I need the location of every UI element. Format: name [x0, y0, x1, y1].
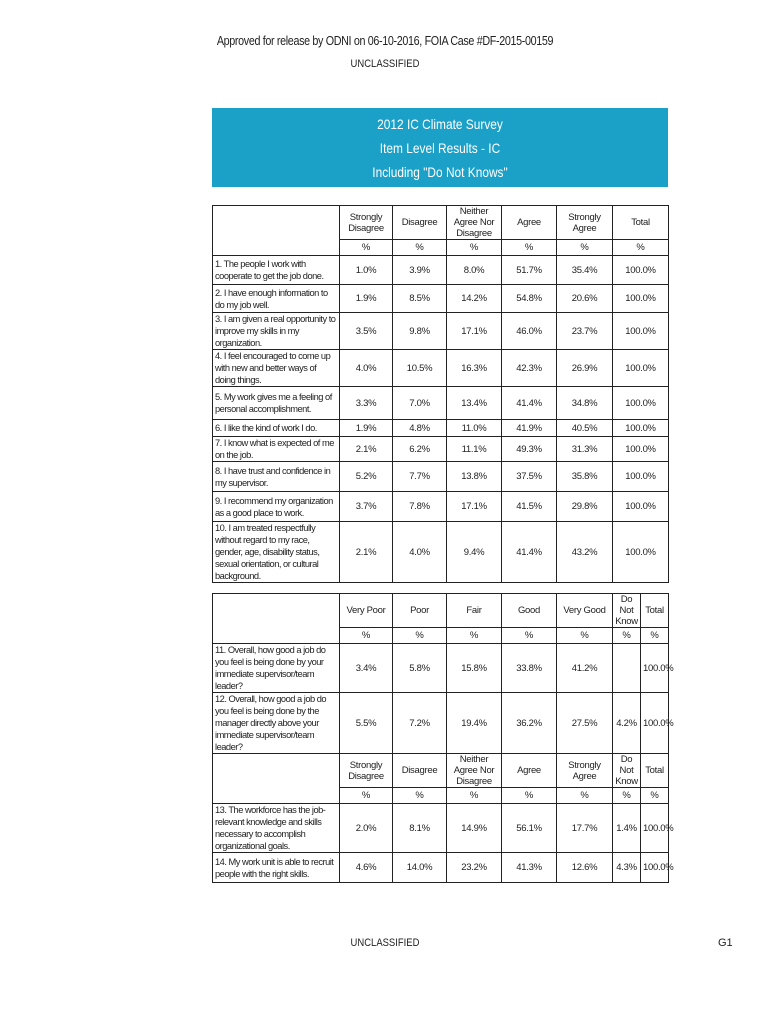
- percentage-cell: 3.7%: [340, 492, 393, 522]
- column-header: Strongly Agree: [557, 754, 613, 788]
- percentage-cell: 34.8%: [557, 387, 613, 420]
- unit-label: %: [447, 788, 502, 804]
- percentage-cell: 3.4%: [340, 644, 393, 693]
- column-header: Do Not Know: [613, 594, 641, 628]
- percentage-cell: 42.3%: [502, 350, 557, 387]
- survey-title-banner: [212, 108, 668, 187]
- column-header: Very Poor: [340, 594, 393, 628]
- agreement-table-3: [212, 753, 674, 883]
- question-text: 11. Overall, how good a job do you feel is being done by your immediate supervisor/team leader?: [213, 644, 340, 693]
- question-text: 1. The people I work with cooperate to get the job done.: [213, 256, 340, 285]
- percentage-cell: 100.0%: [613, 420, 669, 437]
- percentage-cell: 20.6%: [557, 285, 613, 313]
- percentage-cell: 100.0%: [613, 437, 669, 462]
- percentage-cell: 17.1%: [447, 492, 502, 522]
- percentage-cell: 41.2%: [557, 644, 613, 693]
- table-row: [213, 693, 669, 754]
- percentage-cell: 10.5%: [393, 350, 447, 387]
- percentage-cell: 100.0%: [641, 853, 669, 883]
- column-header: Disagree: [393, 754, 447, 788]
- percentage-cell: 3.5%: [340, 313, 393, 350]
- agreement-table-1: [212, 205, 669, 583]
- percentage-cell: 100.0%: [613, 285, 669, 313]
- unit-label: %: [641, 788, 669, 804]
- percentage-cell: 2.1%: [340, 437, 393, 462]
- question-text: 2. I have enough information to do my job well.: [213, 285, 340, 313]
- percentage-cell: 1.4%: [613, 804, 641, 853]
- percentage-cell: 100.0%: [641, 804, 669, 853]
- question-header: [213, 754, 340, 804]
- percentage-cell: 4.0%: [340, 350, 393, 387]
- percentage-cell: 9.4%: [447, 522, 502, 583]
- unit-label: %: [502, 628, 557, 644]
- table-row: [213, 285, 669, 313]
- table-row: [213, 522, 669, 583]
- percentage-cell: 15.8%: [447, 644, 502, 693]
- percentage-cell: 16.3%: [447, 350, 502, 387]
- percentage-cell: 100.0%: [613, 522, 669, 583]
- percentage-cell: 4.8%: [393, 420, 447, 437]
- percentage-cell: 41.3%: [502, 853, 557, 883]
- percentage-cell: 14.0%: [393, 853, 447, 883]
- percentage-cell: 5.8%: [393, 644, 447, 693]
- column-header: Neither Agree Nor Disagree: [447, 206, 502, 240]
- page-number: G1: [718, 937, 733, 949]
- question-text: 5. My work gives me a feeling of personal accomplishment.: [213, 387, 340, 420]
- percentage-cell: 11.0%: [447, 420, 502, 437]
- column-header: Agree: [502, 754, 557, 788]
- unit-label: %: [393, 788, 447, 804]
- unit-label: %: [340, 240, 393, 256]
- percentage-cell: 23.2%: [447, 853, 502, 883]
- percentage-cell: 2.1%: [340, 522, 393, 583]
- percentage-cell: 46.0%: [502, 313, 557, 350]
- question-text: 8. I have trust and confidence in my supervisor.: [213, 462, 340, 492]
- table-row: [213, 437, 669, 462]
- unit-label: %: [502, 240, 557, 256]
- percentage-cell: 36.2%: [502, 693, 557, 754]
- percentage-cell: 29.8%: [557, 492, 613, 522]
- percentage-cell: 54.8%: [502, 285, 557, 313]
- question-text: 7. I know what is expected of me on the job.: [213, 437, 340, 462]
- percentage-cell: 4.2%: [613, 693, 641, 754]
- percentage-cell: 5.2%: [340, 462, 393, 492]
- percentage-cell: 13.8%: [447, 462, 502, 492]
- percentage-cell: 3.9%: [393, 256, 447, 285]
- unit-label: %: [613, 788, 641, 804]
- percentage-cell: 49.3%: [502, 437, 557, 462]
- percentage-cell: 35.4%: [557, 256, 613, 285]
- percentage-cell: 8.5%: [393, 285, 447, 313]
- question-text: 10. I am treated respectfully without regard to my race, gender, age, disability status, sexual orientation, or cultural background.: [213, 522, 340, 583]
- banner-title: 2012 IC Climate Survey: [377, 116, 503, 132]
- percentage-cell: 41.5%: [502, 492, 557, 522]
- percentage-cell: 7.8%: [393, 492, 447, 522]
- question-text: 9. I recommend my organization as a good place to work.: [213, 492, 340, 522]
- unit-label: %: [393, 240, 447, 256]
- classification-marking-top: UNCLASSIFIED: [350, 58, 420, 70]
- percentage-cell: 7.0%: [393, 387, 447, 420]
- question-text: 13. The workforce has the job-relevant knowledge and skills necessary to accomplish organizational goals.: [213, 804, 340, 853]
- percentage-cell: 41.4%: [502, 387, 557, 420]
- table-row: [213, 350, 669, 387]
- unit-label: %: [613, 240, 669, 256]
- question-text: 14. My work unit is able to recruit people with the right skills.: [213, 853, 340, 883]
- percentage-cell: 2.0%: [340, 804, 393, 853]
- table-row: [213, 387, 669, 420]
- percentage-cell: 14.2%: [447, 285, 502, 313]
- unit-label: %: [641, 628, 669, 644]
- column-header: Neither Agree Nor Disagree: [447, 754, 502, 788]
- percentage-cell: 40.5%: [557, 420, 613, 437]
- table-row: [213, 313, 669, 350]
- column-header: Disagree: [393, 206, 447, 240]
- percentage-cell: 35.8%: [557, 462, 613, 492]
- question-header: [213, 594, 340, 644]
- percentage-cell: 3.3%: [340, 387, 393, 420]
- percentage-cell: 4.0%: [393, 522, 447, 583]
- percentage-cell: 33.8%: [502, 644, 557, 693]
- percentage-cell: 26.9%: [557, 350, 613, 387]
- column-header: Total: [641, 754, 669, 788]
- column-header: Fair: [447, 594, 502, 628]
- banner-note: Including "Do Not Knows": [372, 164, 508, 180]
- column-header: Agree: [502, 206, 557, 240]
- percentage-cell: 17.1%: [447, 313, 502, 350]
- column-header: Good: [502, 594, 557, 628]
- unit-label: %: [340, 788, 393, 804]
- percentage-cell: 19.4%: [447, 693, 502, 754]
- percentage-cell: 1.0%: [340, 256, 393, 285]
- percentage-cell: 4.3%: [613, 853, 641, 883]
- percentage-cell: 51.7%: [502, 256, 557, 285]
- column-header: Strongly Agree: [557, 206, 613, 240]
- percentage-cell: 41.9%: [502, 420, 557, 437]
- percentage-cell: 7.2%: [393, 693, 447, 754]
- table-row: [213, 853, 669, 883]
- percentage-cell: 100.0%: [613, 350, 669, 387]
- percentage-cell: 4.6%: [340, 853, 393, 883]
- percentage-cell: 13.4%: [447, 387, 502, 420]
- release-statement: Approved for release by ODNI on 06-10-2016, FOIA Case #DF-2015-00159: [216, 34, 554, 48]
- unit-label: %: [557, 788, 613, 804]
- unit-label: %: [613, 628, 641, 644]
- unit-label: %: [340, 628, 393, 644]
- column-header: Do Not Know: [613, 754, 641, 788]
- percentage-cell: 56.1%: [502, 804, 557, 853]
- column-header: Total: [641, 594, 669, 628]
- percentage-cell: 100.0%: [613, 492, 669, 522]
- table-row: [213, 804, 669, 853]
- percentage-cell: 8.0%: [447, 256, 502, 285]
- table-row: [213, 492, 669, 522]
- question-header: [213, 206, 340, 256]
- table-row: [213, 420, 669, 437]
- percentage-cell: 27.5%: [557, 693, 613, 754]
- percentage-cell: 100.0%: [613, 462, 669, 492]
- table-row: [213, 256, 669, 285]
- percentage-cell: 43.2%: [557, 522, 613, 583]
- unit-label: %: [447, 628, 502, 644]
- percentage-cell: 31.3%: [557, 437, 613, 462]
- percentage-cell: 14.9%: [447, 804, 502, 853]
- table-row: [213, 644, 669, 693]
- column-header: Strongly Disagree: [340, 754, 393, 788]
- column-header: Strongly Disagree: [340, 206, 393, 240]
- unit-label: %: [557, 240, 613, 256]
- question-text: 3. I am given a real opportunity to improve my skills in my organization.: [213, 313, 340, 350]
- percentage-cell: 100.0%: [641, 644, 669, 693]
- percentage-cell: 23.7%: [557, 313, 613, 350]
- percentage-cell: 1.9%: [340, 285, 393, 313]
- percentage-cell: 37.5%: [502, 462, 557, 492]
- percentage-cell: 100.0%: [613, 387, 669, 420]
- percentage-cell: [613, 644, 641, 693]
- percentage-cell: 100.0%: [641, 693, 669, 754]
- unit-label: %: [393, 628, 447, 644]
- unit-label: %: [502, 788, 557, 804]
- percentage-cell: 8.1%: [393, 804, 447, 853]
- table-row: [213, 462, 669, 492]
- question-text: 4. I feel encouraged to come up with new and better ways of doing things.: [213, 350, 340, 387]
- percentage-cell: 12.6%: [557, 853, 613, 883]
- banner-subtitle: Item Level Results - IC: [379, 140, 501, 156]
- question-text: 12. Overall, how good a job do you feel is being done by the manager directly above your immediate supervisor/team leader?: [213, 693, 340, 754]
- column-header: Total: [613, 206, 669, 240]
- percentage-cell: 1.9%: [340, 420, 393, 437]
- percentage-cell: 5.5%: [340, 693, 393, 754]
- unit-label: %: [557, 628, 613, 644]
- percentage-cell: 41.4%: [502, 522, 557, 583]
- column-header: Poor: [393, 594, 447, 628]
- percentage-cell: 9.8%: [393, 313, 447, 350]
- percentage-cell: 100.0%: [613, 256, 669, 285]
- classification-marking-bottom: UNCLASSIFIED: [350, 937, 420, 949]
- unit-label: %: [447, 240, 502, 256]
- question-text: 6. I like the kind of work I do.: [213, 420, 340, 437]
- percentage-cell: 6.2%: [393, 437, 447, 462]
- percentage-cell: 100.0%: [613, 313, 669, 350]
- percentage-cell: 7.7%: [393, 462, 447, 492]
- percentage-cell: 17.7%: [557, 804, 613, 853]
- column-header: Very Good: [557, 594, 613, 628]
- rating-table-2: [212, 593, 674, 754]
- percentage-cell: 11.1%: [447, 437, 502, 462]
